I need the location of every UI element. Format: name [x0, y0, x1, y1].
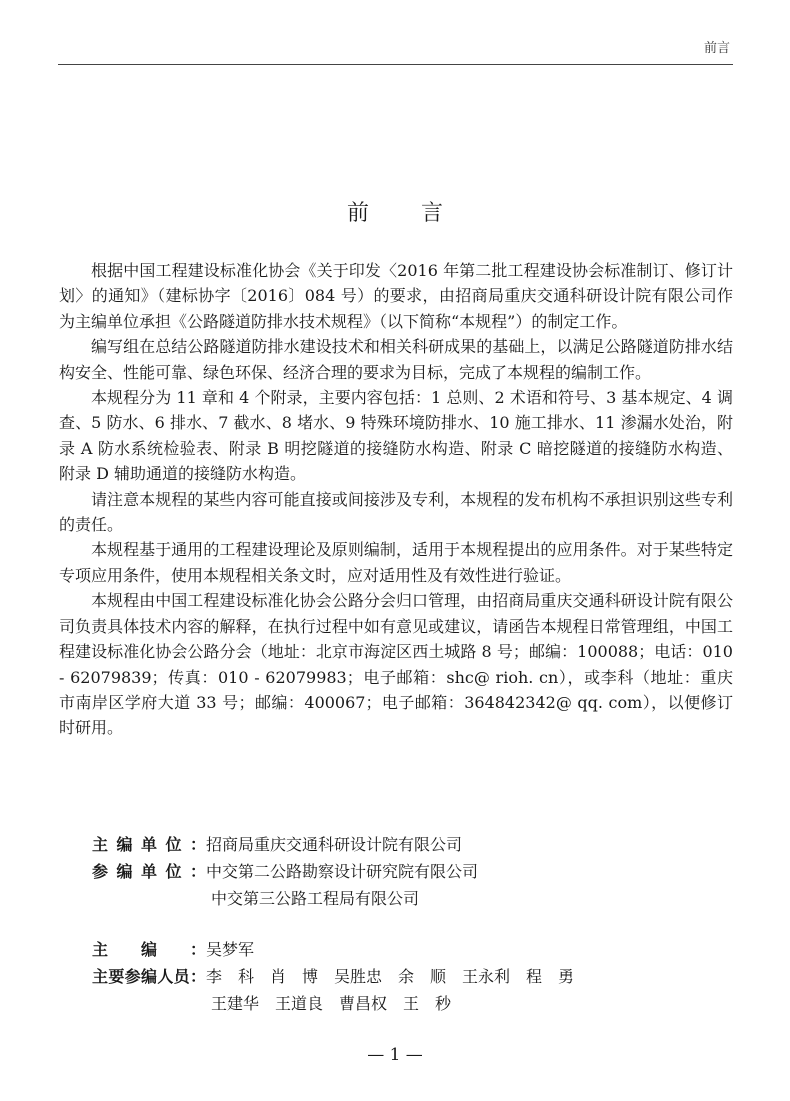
page-number: — 1 — — [367, 1045, 423, 1065]
header-rule — [58, 64, 733, 65]
members-line-1: 李 科 肖 博 吴胜忠 余 顺 王永利 程 勇 — [206, 967, 575, 986]
editing-units — [92, 831, 478, 912]
participating-unit-label: 参编单位： — [92, 862, 206, 881]
members-label: 主要参编人员： — [92, 967, 206, 986]
paragraph: 根据中国工程建设标准化协会《关于印发〈2016 年第二批工程建设协会标准制订、修订计划〉的通知》（建标协字〔2016〕084 号）的要求，由招商局重庆交通科研设计院有限公司作为主编单位承担《公路隧道防排水技术规程》（以下简称“本规程”）的制定工作。 — [59, 261, 733, 331]
paragraph: 本规程分为 11 章和 4 个附录，主要内容包括：1 总则、2 术语和符号、3 基本规定、4 调查、5 防水、6 排水、7 截水、8 堵水、9 特殊环境防排水、10 施工排水、11 渗漏水处治，附录 A 防水系统检验表、附录 B 明挖隧道的接缝防水构造、附录 C 暗挖隧道的接缝防水构造、附录 D 辅助通道的接缝防水构造。 — [59, 388, 733, 484]
chief-unit-value: 招商局重庆交通科研设计院有限公司 — [206, 835, 463, 854]
participating-unit-row — [92, 858, 478, 885]
page-title: 前言 — [346, 200, 495, 226]
members-row — [92, 963, 574, 990]
participating-unit-value: 中交第三公路工程局有限公司 — [211, 889, 420, 908]
members-row-2 — [92, 990, 574, 1017]
editing-people — [92, 936, 574, 1017]
chief-editor-value: 吴梦军 — [206, 940, 255, 959]
preface-body — [59, 258, 733, 741]
paragraph: 请注意本规程的某些内容可能直接或间接涉及专利，本规程的发布机构不承担识别这些专利的责任。 — [59, 489, 733, 535]
chief-unit-row — [92, 831, 478, 858]
paragraph: 本规程基于通用的工程建设理论及原则编制，适用于本规程提出的应用条件。对于某些特定专项应用条件，使用本规程相关条文时，应对适用性及有效性进行验证。 — [59, 540, 733, 585]
members-line-2: 王建华 王道良 曹昌权 王 秒 — [211, 994, 452, 1013]
paragraph: 编写组在总结公路隧道防排水建设技术和相关科研成果的基础上，以满足公路隧道防排水结构安全、性能可靠、绿色环保、经济合理的要求为目标，完成了本规程的编制工作。 — [59, 337, 733, 382]
participating-unit-value: 中交第二公路勘察设计研究院有限公司 — [206, 862, 479, 881]
paragraph: 本规程由中国工程建设标准化协会公路分会归口管理，由招商局重庆交通科研设计院有限公司负责具体技术内容的解释，在执行过程中如有意见或建议，请函告本规程日常管理组，中国工程建设标准化协会公路分会（地址：北京市海淀区西土城路 8 号；邮编：100088；电话：010 - 62079839；传真：010 - 62079983；电子邮箱：shc@ rioh. cn），或李科（地址：重庆市南岸区学府大道 33 号；邮编：400067；电子邮箱：364842342@ qq. com），以便修订时研用。 — [59, 591, 733, 738]
participating-unit-row-2 — [92, 885, 478, 912]
chief-unit-label: 主编单位： — [92, 835, 206, 854]
chief-editor-label: 主编： — [92, 940, 206, 959]
running-header: 前言 — [703, 41, 730, 56]
chief-editor-row — [92, 936, 574, 963]
